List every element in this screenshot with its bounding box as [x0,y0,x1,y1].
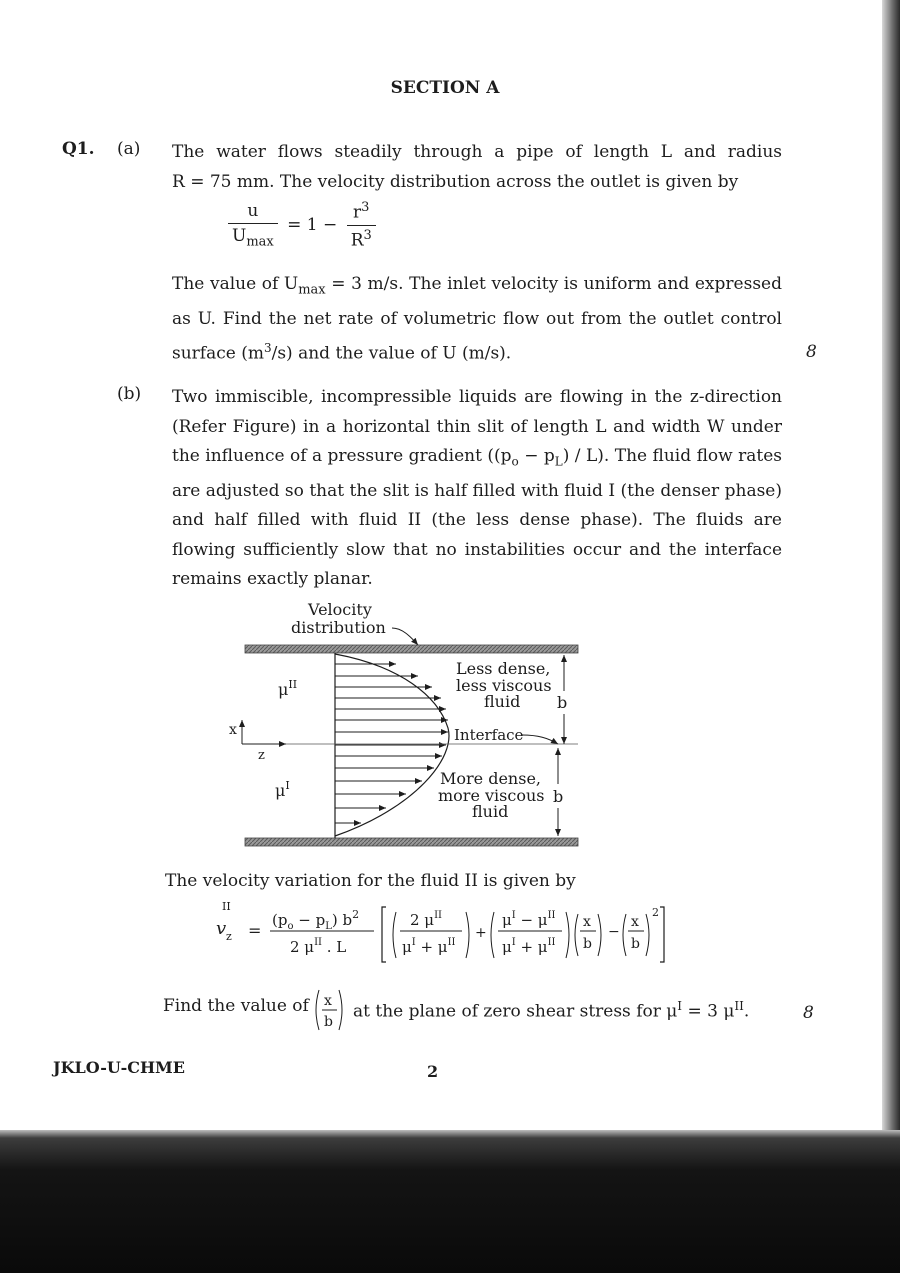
eq-R [347,226,376,251]
interface-label: Interface [454,726,524,744]
f1-num-sup: II [434,910,442,921]
den-end: . L [321,938,347,956]
mu-II-letter: μ [278,680,289,699]
den-sup: II [314,937,322,948]
velocity-formula [210,902,710,964]
part-a-text-post: = 3 m/s. The inlet velocity is uniform and expressed as U. Find the net rate of volumetric flow out from the outlet control surface (m [172,274,782,365]
part-a-text [172,270,782,370]
interface-arrow [522,735,558,744]
part-a-text-sub: max [298,282,326,298]
eq-umax [228,224,278,249]
xb-x: x [324,993,332,1009]
part-a-line2: R = 75 mm. The velocity distribution across the outlet is given by [172,171,739,192]
paren-3-close [598,914,601,956]
lower-fluid-label-3: fluid [472,802,509,821]
num-sub-L: L [325,921,332,932]
fraction-u-umax [228,201,278,249]
part-b-text2: ) / L). The fluid flow rates are adjusted so that the slit is half filled with fluid I (the denser phase) and half filled with fluid II (the less dense phase). The fluids are flowing sufficiently slow that no instabilities occur and the interface remains exactly planar. [172,446,783,590]
find-dot: . [743,1001,750,1022]
part-b-marks: 8 [803,1003,814,1023]
part-a-text-end: /s) and the value of U (m/s). [271,344,512,365]
page-number: 2 [427,1062,439,1081]
paren-4-open [623,914,626,956]
fraction-r-R [347,200,376,250]
f2-den-sup2: II [547,937,556,948]
f2-num-sup2: II [547,910,556,921]
velocity-arrows [335,664,448,823]
paren-2-close [566,912,569,958]
f1-denominator [402,937,456,956]
scan-background [0,1130,900,1273]
lower-wall [245,838,578,846]
f3-b: b [583,936,592,952]
paren-4-close [646,914,649,956]
f1-den-sup1: I [411,937,416,948]
section-title: SECTION A [390,78,500,98]
eq-u: u [228,201,278,224]
f1-numerator [410,910,442,929]
paren-3-open [575,914,578,956]
paper-code: JKLO-U-CHME [53,1058,185,1077]
formula-plus: + [475,925,487,941]
f1-den-mid: + μ [415,938,448,956]
upper-fluid-label-1: Less dense, [456,659,551,678]
lower-fluid-label-2: more viscous [438,786,545,805]
f4-b: b [631,936,640,952]
part-a-label: (a) [117,139,141,159]
velocity-profile-equation [228,200,376,250]
title-arrow [392,628,418,645]
part-a-marks: 8 [806,342,817,362]
xb-b: b [324,1014,333,1030]
formula-numerator [272,908,359,932]
question-number: Q1. [62,139,95,159]
f1-den-sup2: II [447,937,456,948]
part-a-text-pre: The value of U [172,274,299,294]
axis-z-label: z [258,748,265,763]
xb-paren-close [339,990,342,1030]
part-a-line1: The water flows steadily through a pipe of length L and radius [172,142,782,162]
eq-r [347,200,376,226]
eq-umax-letter: U [232,225,247,246]
lower-fluid-label-1: More dense, [440,769,541,788]
eq-r-letter: r [353,202,362,223]
part-b-text [172,383,782,595]
find-sup-II: II [734,999,744,1013]
find-eq: = 3 μ [682,1001,735,1022]
mu-II-label [278,678,297,699]
part-a-text-sup: 3 [263,341,272,356]
num-mid: − p [293,911,326,929]
num-sub-o: o [287,921,294,932]
x-over-b-fraction [311,986,347,1034]
close-square-bracket [660,907,664,962]
paren-1-open [393,912,396,958]
figure-title-line2: distribution [291,618,386,637]
find-value-pre: Find the value of [163,996,309,1016]
open-square-bracket [382,907,386,962]
num-end: ) b [331,911,353,929]
part-b-text-mid: − p [518,446,555,466]
f1-den: μ [402,938,412,956]
formula-square: 2 [652,906,659,919]
formula-lhs-sup: II [222,902,231,913]
upper-wall [245,645,578,653]
find-sup-I: I [677,999,683,1013]
f1-num: 2 μ [410,911,435,929]
f2-num-a: μ [502,911,512,929]
mu-I-label [275,779,290,800]
xb-paren-open [316,990,319,1030]
find-post-text: at the plane of zero shear stress for μ [353,1001,678,1022]
f2-numerator [502,910,556,929]
two-fluid-slit-figure [220,598,590,853]
num-sq: 2 [352,908,360,921]
eq-umax-sub: max [246,234,274,250]
axis-x-label: x [229,722,237,738]
eq-rhs: = 1 − [287,215,338,236]
formula-equals: = [248,921,262,940]
formula-minus: − [608,924,620,940]
f2-den-sup1: I [511,937,516,948]
page-edge-shadow [882,0,900,1130]
eq-R-letter: R [350,230,364,251]
part-b-label: (b) [117,384,142,404]
mu-II-sup: II [288,678,298,691]
lower-b-label: b [553,787,564,806]
num-open: (p [272,911,288,929]
part-a-intro [172,138,782,197]
velocity-variation-text: The velocity variation for the fluid II is given by [165,871,576,891]
f2-denominator [502,937,556,956]
den-pre: 2 μ [290,938,315,956]
upper-b-label: b [557,693,568,712]
eq-R-pow: 3 [363,227,372,243]
f2-num-mid: − μ [515,911,548,929]
find-value-post [353,999,749,1022]
upper-fluid-label-3: fluid [484,692,521,711]
part-b-text1: Two immiscible, incompressible liquids are flowing in the z-direction (Refer Figure) in a horizontal thin slit of length L and width W under the influence of a pressure gradient ((p [172,387,782,466]
paren-2-open [491,912,494,958]
eq-r-pow: 3 [361,200,370,215]
part-b-sub-o: o [511,454,519,469]
mu-I-sup: I [285,779,290,792]
f4-x: x [631,914,639,930]
formula-lhs-sub: z [226,930,232,943]
part-b-sub-L: L [554,454,563,469]
f3-x: x [583,914,591,930]
paren-1-close [466,912,469,958]
formula-denominator [290,937,346,956]
formula-lhs: v [216,918,227,939]
figure-title-line1: Velocity [308,600,372,619]
mu-I-letter: μ [275,781,286,800]
f2-num-sup1: I [511,910,516,921]
f2-den: μ [502,938,512,956]
f2-den-mid: + μ [515,938,548,956]
upper-fluid-label-2: less viscous [456,676,552,695]
